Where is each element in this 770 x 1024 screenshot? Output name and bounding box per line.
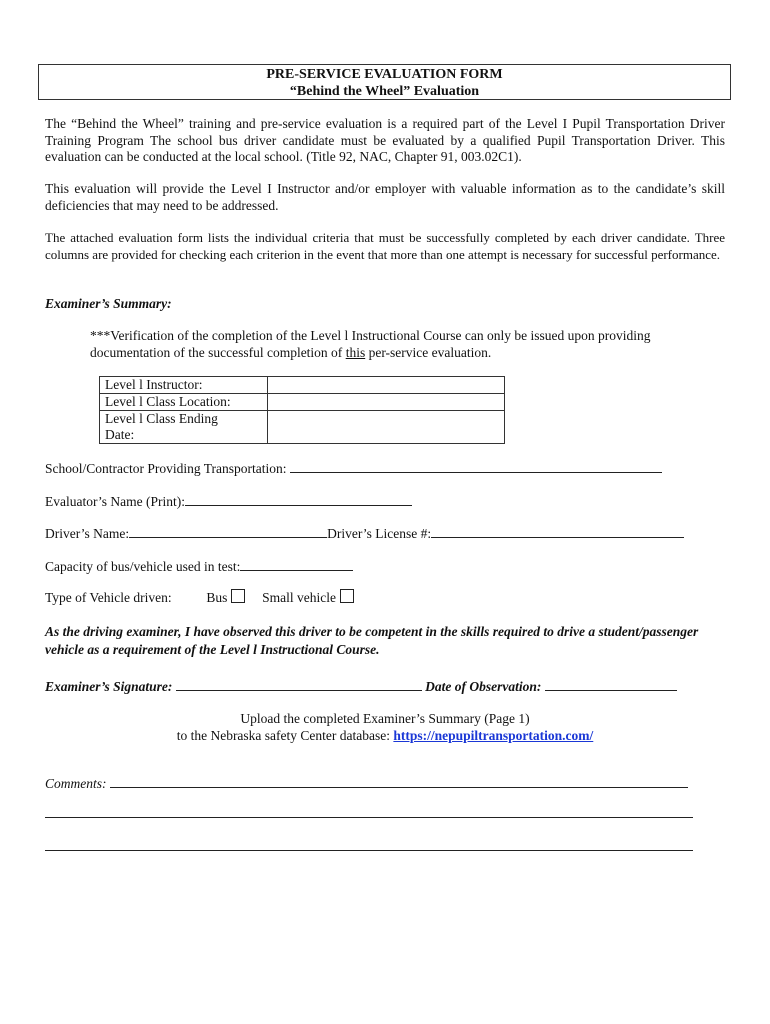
instructor-label: Level l Instructor: (100, 377, 268, 394)
class-location-field[interactable] (268, 394, 505, 411)
class-location-label: Level l Class Location: (100, 394, 268, 411)
instructor-field[interactable] (268, 377, 505, 394)
observation-date-field[interactable] (545, 677, 677, 691)
small-vehicle-label: Small vehicle (262, 590, 337, 605)
comments-label: Comments: (45, 776, 107, 791)
comments-line-2[interactable] (45, 817, 693, 818)
upload-line-2 (0, 727, 770, 744)
form-title: PRE-SERVICE EVALUATION FORM (266, 67, 503, 82)
table-row (100, 394, 505, 411)
verification-text-post: per-service evaluation. (365, 344, 492, 360)
instructor-info-table (99, 376, 505, 444)
evaluator-name-field[interactable] (185, 492, 412, 506)
driver-name-label: Driver’s Name: (45, 526, 130, 541)
capacity-field[interactable] (240, 557, 353, 571)
class-ending-date-label-line2: Date: (105, 427, 135, 442)
vehicle-type-label: Type of Vehicle driven: (45, 590, 172, 605)
driver-license-label: Driver’s License #: (327, 526, 432, 541)
class-ending-date-label (100, 411, 268, 444)
form-title-box (38, 64, 731, 100)
intro-paragraph-1: The “Behind the Wheel” training and pre-service evaluation is a required part of the Level I Pupil Transportation Driver Training Program The school bus driver candidate must be evaluated by a qualified Pupil Transportation Driver. This evaluation can be conducted at the local school. (Title 92, NAC, Chapter 91, 003.02C1). (45, 116, 725, 164)
examiner-signature-field[interactable] (176, 677, 422, 691)
class-ending-date-field[interactable] (268, 411, 505, 444)
upload-instruction: to the Nebraska safety Center database: (176, 728, 390, 743)
examiner-signature-label: Examiner’s Signature: (45, 679, 173, 694)
signature-row (45, 677, 677, 696)
school-contractor-row (45, 459, 662, 478)
vehicle-type-row (45, 589, 354, 607)
examiner-summary-heading: Examiner’s Summary: (45, 296, 172, 311)
small-vehicle-checkbox[interactable] (340, 589, 354, 603)
comments-line-3[interactable] (45, 850, 693, 851)
evaluator-name-row (45, 492, 412, 511)
school-contractor-label: School/Contractor Providing Transportation: (45, 461, 290, 476)
class-ending-date-label-line1: Level l Class Ending (105, 411, 218, 426)
capacity-label: Capacity of bus/vehicle used in test: (45, 559, 241, 574)
school-contractor-field[interactable] (290, 459, 662, 473)
driver-name-field[interactable] (129, 524, 327, 538)
driver-row (45, 524, 684, 543)
capacity-row (45, 557, 353, 576)
verification-text-this: this (345, 344, 366, 360)
upload-link[interactable]: https://nepupiltransportation.com/ (393, 728, 594, 743)
comments-row (45, 774, 688, 793)
upload-line-1: Upload the completed Examiner’s Summary (Page 1) (240, 711, 530, 726)
form-subtitle: “Behind the Wheel” Evaluation (289, 84, 480, 99)
intro-paragraph-3: The attached evaluation form lists the individual criteria that must be successfully completed by each driver candidate. Three columns are provided for checking each criterion in the event that more than one attempt is necessary for successful performance. (45, 230, 725, 262)
evaluator-name-label: Evaluator’s Name (Print): (45, 494, 185, 509)
intro-paragraph-2: This evaluation will provide the Level I Instructor and/or employer with valuable information as to the candidate’s skill deficiencies that may need to be addressed. (45, 181, 725, 213)
observation-date-label: Date of Observation: (425, 679, 542, 694)
bus-checkbox[interactable] (231, 589, 245, 603)
verification-note (90, 328, 725, 361)
comments-field[interactable] (110, 774, 688, 788)
table-row (100, 377, 505, 394)
bus-label: Bus (206, 590, 228, 605)
driver-license-field[interactable] (431, 524, 684, 538)
verification-text-pre: ***Verification of the completion of the Level l Instructional Course can only be issued upon providing documentation of the successful completion of (90, 328, 651, 360)
table-row (100, 411, 505, 444)
examiner-attestation: As the driving examiner, I have observed this driver to be competent in the skills required to drive a student/passenger vehicle as a requirement of the Level l Instructional Course. (45, 624, 699, 657)
